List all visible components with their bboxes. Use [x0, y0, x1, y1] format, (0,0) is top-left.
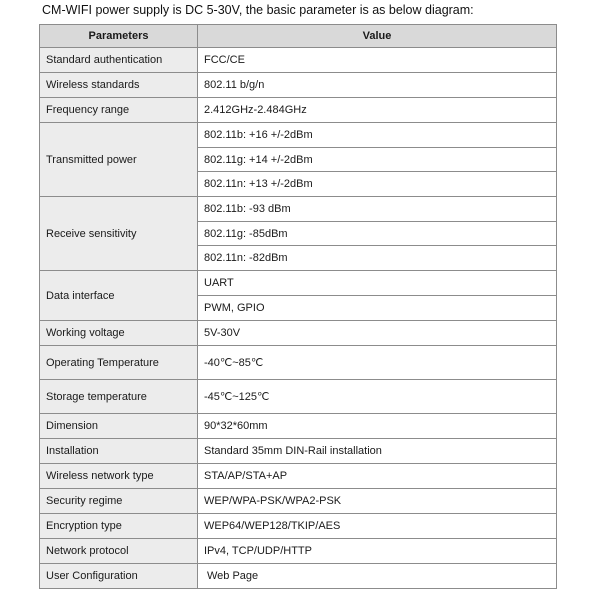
value-working-voltage: 5V-30V [198, 321, 557, 346]
header-parameters: Parameters [40, 25, 198, 48]
table-header-row [40, 25, 557, 48]
value-receive-sensitivity-g: 802.11g: -85dBm [198, 222, 557, 246]
table-row [40, 346, 557, 380]
value-encryption-type: WEP64/WEP128/TKIP/AES [198, 514, 557, 539]
table-row [40, 489, 557, 514]
param-storage-temperature: Storage temperature [40, 380, 198, 414]
value-frequency-range: 2.412GHz-2.484GHz [198, 98, 557, 123]
value-transmitted-power-b: 802.11b: +16 +/-2dBm [198, 123, 557, 148]
parameter-table [39, 24, 557, 589]
table-row [40, 539, 557, 564]
table-row [40, 464, 557, 489]
param-user-configuration: User Configuration [40, 564, 198, 589]
value-user-configuration: Web Page [198, 564, 557, 589]
table-row [40, 73, 557, 98]
table-row [40, 98, 557, 123]
table-row [40, 380, 557, 414]
param-wireless-network-type: Wireless network type [40, 464, 198, 489]
intro-text: CM-WIFI power supply is DC 5-30V, the basic parameter is as below diagram: [42, 3, 474, 17]
param-installation: Installation [40, 439, 198, 464]
param-operating-temperature: Operating Temperature [40, 346, 198, 380]
param-data-interface: Data interface [40, 271, 198, 321]
table-row [40, 564, 557, 589]
value-wireless-standards: 802.11 b/g/n [198, 73, 557, 98]
table-row [40, 414, 557, 439]
param-network-protocol: Network protocol [40, 539, 198, 564]
value-transmitted-power-g: 802.11g: +14 +/-2dBm [198, 148, 557, 172]
value-standard-authentication: FCC/CE [198, 48, 557, 73]
value-security-regime: WEP/WPA-PSK/WPA2-PSK [198, 489, 557, 514]
table-row [40, 271, 557, 296]
value-dimension: 90*32*60mm [198, 414, 557, 439]
value-storage-temperature: -45℃~125℃ [198, 380, 557, 414]
param-working-voltage: Working voltage [40, 321, 198, 346]
value-wireless-network-type: STA/AP/STA+AP [198, 464, 557, 489]
param-wireless-standards: Wireless standards [40, 73, 198, 98]
value-data-interface-uart: UART [198, 271, 557, 296]
value-receive-sensitivity-n: 802.11n: -82dBm [198, 246, 557, 271]
header-value: Value [198, 25, 557, 48]
param-receive-sensitivity: Receive sensitivity [40, 197, 198, 271]
param-frequency-range: Frequency range [40, 98, 198, 123]
value-data-interface-pwm: PWM, GPIO [198, 296, 557, 321]
table-row [40, 514, 557, 539]
param-security-regime: Security regime [40, 489, 198, 514]
table-row [40, 321, 557, 346]
value-receive-sensitivity-b: 802.11b: -93 dBm [198, 197, 557, 222]
table-row [40, 123, 557, 148]
value-installation: Standard 35mm DIN-Rail installation [198, 439, 557, 464]
value-transmitted-power-n: 802.11n: +13 +/-2dBm [198, 172, 557, 197]
param-transmitted-power: Transmitted power [40, 123, 198, 197]
table-row [40, 197, 557, 222]
param-standard-authentication: Standard authentication [40, 48, 198, 73]
table-row [40, 439, 557, 464]
param-dimension: Dimension [40, 414, 198, 439]
value-operating-temperature: -40℃~85℃ [198, 346, 557, 380]
value-network-protocol: IPv4, TCP/UDP/HTTP [198, 539, 557, 564]
table-row [40, 48, 557, 73]
param-encryption-type: Encryption type [40, 514, 198, 539]
